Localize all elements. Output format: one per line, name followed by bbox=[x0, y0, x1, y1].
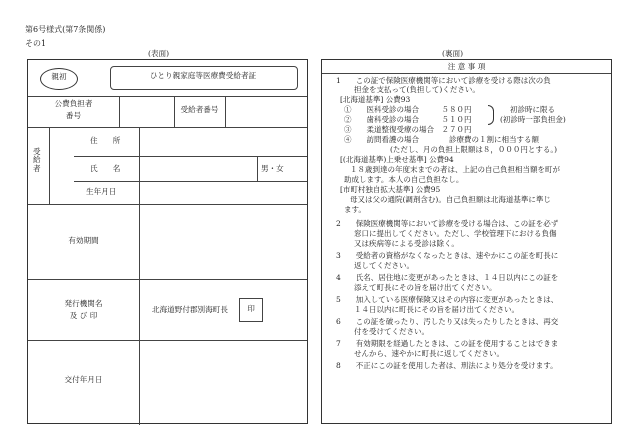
note-1-line-b: 担金を支払って(負担して)ください。 bbox=[354, 85, 480, 94]
section-hokkaido-94: [(北海道基準)上乗せ基準] 公費94 bbox=[340, 155, 454, 164]
gender-selector: 男・女 bbox=[261, 164, 284, 173]
medical-fee-line: ① 医科受診の場合 ５８０円 bbox=[344, 105, 472, 114]
section-95-line: 母又は父の通院(調剤含む)。自己負担額は北海道基準に準じ bbox=[350, 195, 551, 204]
note-6-line-a: 6 この証を破ったり、汚したり又は失ったりしたときは、再交 bbox=[336, 317, 559, 326]
validity-period-label: 有効期間 bbox=[68, 236, 99, 245]
category-stamp-label: 親初 bbox=[51, 72, 67, 81]
note-5-line-b: １４日以内に町長にその旨を届け出てください。 bbox=[354, 305, 519, 314]
issuer-label-2: 及 び 印 bbox=[69, 311, 98, 320]
recipient-vertical-label: 受給者 bbox=[33, 147, 41, 173]
section-95-line-b: ます。 bbox=[344, 205, 366, 214]
form-number: 第6号様式(第7条関係) bbox=[25, 25, 106, 34]
note-1-line-a: 1 この証で保険医療機関等において診療を受ける際は次の負 bbox=[336, 76, 551, 85]
note-6-line-b: 付を受けてください。 bbox=[354, 327, 429, 336]
form-subtitle: その1 bbox=[25, 39, 47, 48]
note-2-line-c: 又は疾病等による受診は除く。 bbox=[354, 239, 459, 248]
note-7-line-b: せんから、速やかに町長に返してください。 bbox=[354, 349, 504, 358]
section-94-line-a: １８歳到達の年度末までの者は、上記の自己負担相当額を町が bbox=[350, 165, 560, 174]
section-hokkaido-93: [北海道基準] 公費93 bbox=[340, 95, 411, 104]
address-label: 住 所 bbox=[90, 136, 121, 145]
issue-date-label: 交付年月日 bbox=[64, 375, 103, 384]
notes-title: 注 意 事 項 bbox=[447, 62, 486, 71]
note-7-line-a: 7 有効期限を経過したときは、この証を使用することはできま bbox=[336, 339, 559, 348]
payer-number-label-2: 番号 bbox=[65, 111, 82, 120]
card-title: ひとり親家庭等医療費受給者証 bbox=[149, 71, 257, 80]
note-8-line: 8 不正にこの証を使用した者は、刑法により処分を受けます。 bbox=[336, 361, 558, 370]
name-label: 氏 名 bbox=[90, 164, 121, 173]
recipient-number-label: 受給者番号 bbox=[180, 105, 219, 114]
note-2-line-b: 窓口に提出してください。ただし、学校管理下における負傷 bbox=[354, 229, 557, 238]
payer-number-label: 公費負担者 bbox=[54, 99, 93, 108]
section-town-95: [市町村独自拡大基準] 公費95 bbox=[340, 185, 441, 194]
section-94-line-b: 助成します。本人の自己負担なし。 bbox=[344, 175, 464, 184]
note-3-line-b: 返してください。 bbox=[354, 261, 414, 270]
judo-therapy-line: ③ 柔道整復受療の場合 ２７０円 bbox=[344, 125, 472, 134]
monthly-cap-line: (ただし、月の負担上限額は８，０００円とする。) bbox=[390, 145, 558, 154]
issuer-label: 発行機関名 bbox=[64, 299, 103, 308]
initial-visit-note-2: (初診時一部負担金) bbox=[500, 115, 566, 124]
note-5-line-a: 5 加入している医療保険又はその内容に変更があったときは、 bbox=[336, 295, 559, 304]
note-2-line-a: 2 保険医療機関等において診療を受ける場合は、この証を必ず bbox=[336, 219, 559, 228]
note-4-line-a: 4 氏名、居住地に変更があったときは、１４日以内にこの証を bbox=[336, 273, 559, 282]
dental-fee-line: ② 歯科受診の場合 ５１０円 bbox=[344, 115, 472, 124]
certificate-front bbox=[27, 59, 308, 424]
back-side-label: (裏面) bbox=[442, 49, 464, 58]
brace-mark bbox=[488, 105, 494, 125]
birth-date-label: 生年月日 bbox=[86, 187, 117, 196]
seal-char: 印 bbox=[247, 304, 255, 313]
certificate-back bbox=[321, 59, 612, 424]
home-nursing-line: ④ 訪問看護の場合 診療費の１割に相当する額 bbox=[344, 135, 539, 144]
issuer-name: 北海道野付郡別海町長 bbox=[152, 305, 228, 314]
front-side-label: (表面) bbox=[148, 49, 170, 58]
initial-visit-note: 初診時に限る bbox=[510, 105, 555, 114]
note-3-line-a: 3 受給者の資格がなくなったときは、速やかにこの証を町長に bbox=[336, 251, 559, 260]
note-4-line-b: 添えて町長にその旨を届け出てください。 bbox=[354, 283, 497, 292]
